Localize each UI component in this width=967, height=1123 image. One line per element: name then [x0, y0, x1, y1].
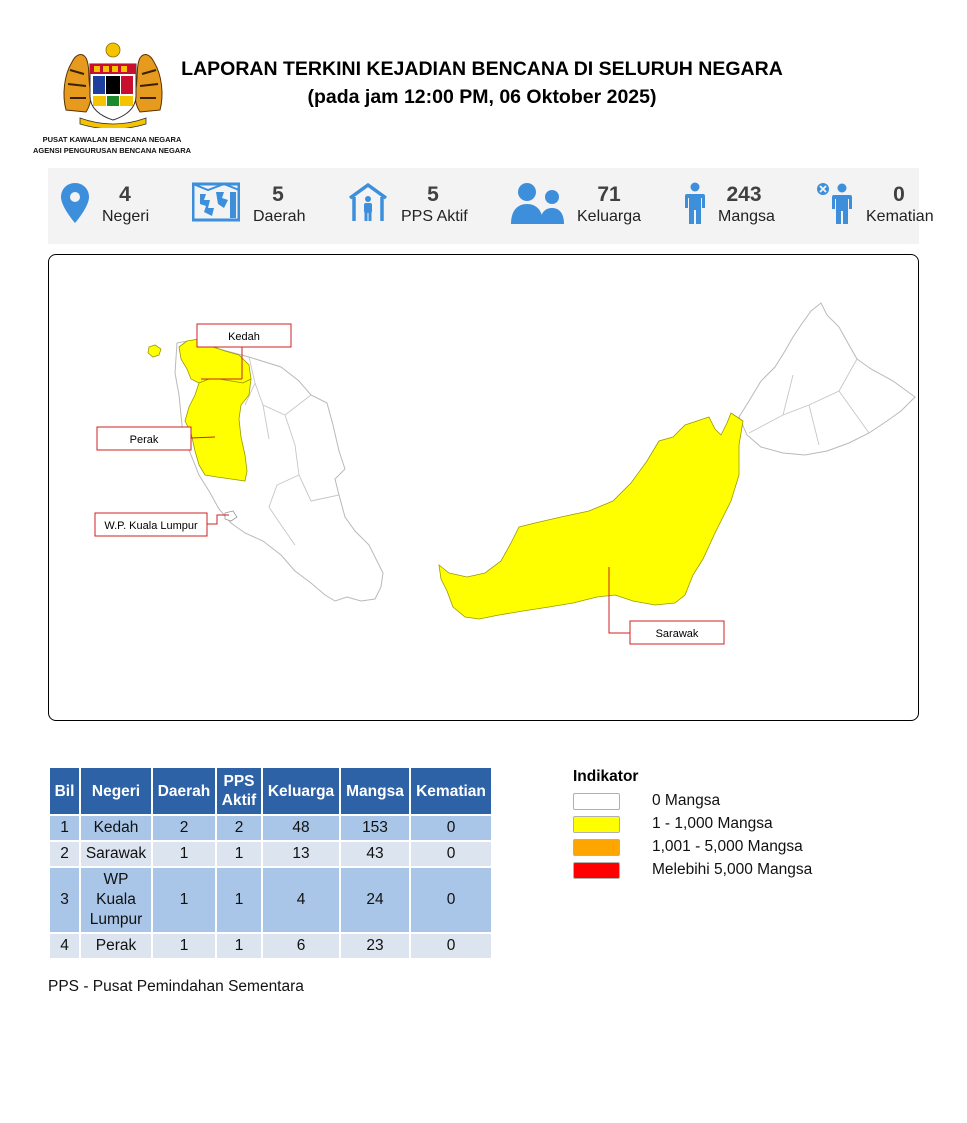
- stat-mangsa: [684, 178, 804, 234]
- agency-name: [18, 134, 206, 156]
- cell: 1: [217, 842, 261, 866]
- label-sarawak: Sarawak: [655, 628, 699, 640]
- legend-label: 1,001 - 5,000 Mangsa: [652, 838, 803, 855]
- stat-label: Keluarga: [577, 208, 642, 225]
- legend-label: Melebihi 5,000 Mangsa: [652, 861, 813, 878]
- legend-title: Indikator: [573, 768, 639, 785]
- table-row: [50, 934, 491, 958]
- cell: 24: [341, 868, 409, 932]
- person-icon: [684, 182, 706, 224]
- label-kuala-lumpur: W.P. Kuala Lumpur: [104, 520, 198, 532]
- legend-item: [573, 838, 873, 861]
- legend-swatch: [573, 862, 620, 879]
- legend-swatch: [573, 793, 620, 810]
- cell: 1: [153, 842, 215, 866]
- coat-of-arms-logo: [60, 40, 166, 128]
- cell: 2: [217, 816, 261, 840]
- col-bil: Bil: [50, 768, 79, 814]
- cell: Sarawak: [81, 842, 151, 866]
- stat-label: PPS Aktif: [401, 208, 468, 225]
- table-row: [50, 868, 491, 932]
- stat-value: 243: [726, 183, 762, 206]
- cell: 1: [217, 868, 261, 932]
- stat-label: Mangsa: [718, 208, 775, 225]
- stat-value: 5: [427, 183, 439, 206]
- legend-item: [573, 861, 873, 884]
- stat-daerah: [192, 178, 312, 234]
- legend-swatch: [573, 816, 620, 833]
- stat-label: Kematian: [866, 208, 934, 225]
- table-header-row: [50, 768, 491, 814]
- label-kedah: Kedah: [228, 331, 260, 343]
- sarawak-region: [439, 413, 743, 619]
- report-title: [160, 55, 804, 111]
- cell: WP Kuala Lumpur: [81, 868, 151, 932]
- stat-label: Negeri: [102, 208, 150, 225]
- stat-value: 4: [119, 183, 131, 206]
- cell: 13: [263, 842, 339, 866]
- label-perak: Perak: [129, 434, 159, 446]
- table-row: [50, 816, 491, 840]
- cell: Kedah: [81, 816, 151, 840]
- legend-label: 0 Mangsa: [652, 792, 721, 809]
- table-footnote: PPS - Pusat Pemindahan Sementara: [48, 978, 304, 995]
- table-row: [50, 842, 491, 866]
- cell: 1: [153, 934, 215, 958]
- cell: 153: [341, 816, 409, 840]
- cell: 1: [217, 934, 261, 958]
- stat-value: 5: [272, 183, 284, 206]
- cell: 43: [341, 842, 409, 866]
- cell: 2: [153, 816, 215, 840]
- stat-kematian: [816, 178, 934, 234]
- cell: 0: [411, 934, 491, 958]
- agency-line-1: PUSAT KAWALAN BENCANA NEGARA: [42, 135, 182, 144]
- cell: 0: [411, 816, 491, 840]
- stat-pps-aktif: [348, 178, 478, 234]
- legend-item: [573, 792, 873, 815]
- disaster-table: [48, 766, 493, 960]
- death-icon: [816, 182, 856, 224]
- langkawi-island: [148, 345, 161, 357]
- legend: [573, 768, 873, 884]
- cell: 1: [153, 868, 215, 932]
- stat-keluarga: [510, 178, 650, 234]
- col-pps-aktif: PPS Aktif: [217, 768, 261, 814]
- cell: 2: [50, 842, 79, 866]
- cell: Perak: [81, 934, 151, 958]
- cell: 4: [263, 868, 339, 932]
- col-mangsa: Mangsa: [341, 768, 409, 814]
- cell: 0: [411, 842, 491, 866]
- legend-label: 1 - 1,000 Mangsa: [652, 815, 773, 832]
- col-keluarga: Keluarga: [263, 768, 339, 814]
- legend-item: [573, 815, 873, 838]
- stat-negeri: [60, 178, 170, 234]
- cell: 1: [50, 816, 79, 840]
- cell: 23: [341, 934, 409, 958]
- stat-label: Daerah: [253, 208, 306, 225]
- cell: 4: [50, 934, 79, 958]
- agency-line-2: AGENSI PENGURUSAN BENCANA NEGARA: [32, 146, 192, 155]
- cell: 0: [411, 868, 491, 932]
- report-title-line-1: LAPORAN TERKINI KEJADIAN BENCANA DI SELURUH NEGARA: [181, 58, 783, 80]
- col-negeri: Negeri: [81, 768, 151, 814]
- col-daerah: Daerah: [153, 768, 215, 814]
- map-pin-icon: [60, 182, 90, 224]
- sabah-outline: [739, 303, 915, 455]
- stat-value: 71: [597, 183, 621, 206]
- summary-bar: [48, 168, 934, 244]
- family-icon: [510, 182, 566, 224]
- col-kematian: Kematian: [411, 768, 491, 814]
- district-map-icon: [192, 182, 240, 222]
- cell: 3: [50, 868, 79, 932]
- disaster-map: [48, 254, 919, 721]
- cell: 6: [263, 934, 339, 958]
- legend-swatch: [573, 839, 620, 856]
- cell: 48: [263, 816, 339, 840]
- report-title-line-2: (pada jam 12:00 PM, 06 Oktober 2025): [307, 86, 657, 108]
- stat-value: 0: [893, 183, 905, 206]
- shelter-icon: [348, 182, 388, 222]
